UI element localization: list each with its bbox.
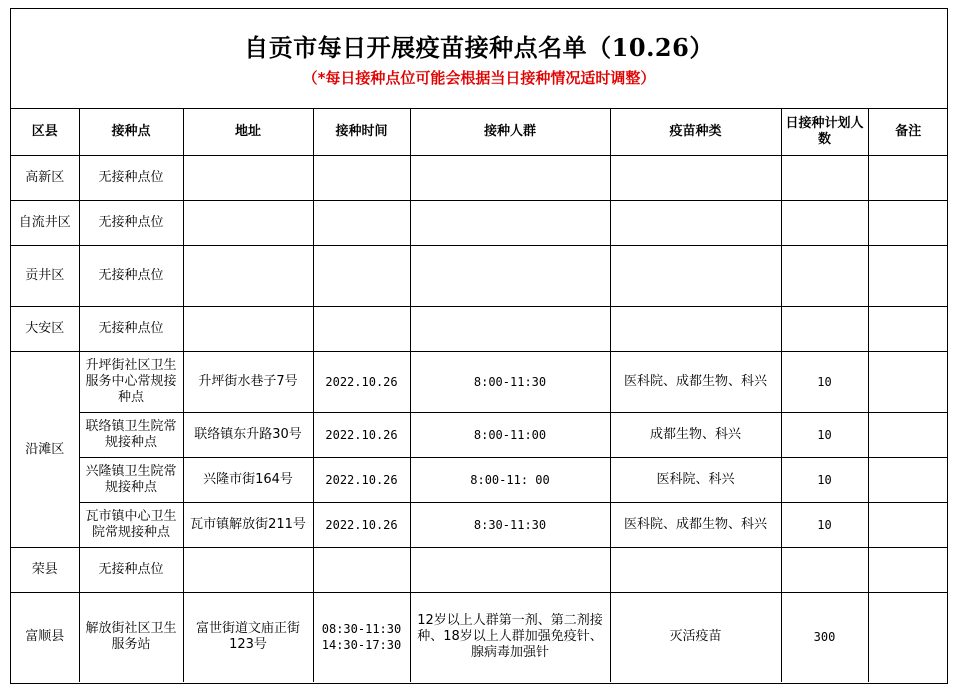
empty-cell — [313, 307, 410, 352]
empty-cell — [610, 201, 781, 246]
empty-cell — [410, 156, 610, 201]
planned-cell: 10 — [781, 352, 868, 413]
remark-cell — [868, 593, 948, 682]
remark-cell — [868, 503, 948, 548]
site-cell: 兴隆镇卫生院常规接种点 — [79, 458, 183, 503]
table-row — [11, 307, 948, 352]
site-cell: 无接种点位 — [79, 246, 183, 307]
address-cell: 联络镇东升路30号 — [183, 413, 313, 458]
vaccine-cell: 医科院、科兴 — [610, 458, 781, 503]
empty-cell — [410, 201, 610, 246]
page-title: 自贡市每日开展疫苗接种点名单（10.26） — [244, 33, 714, 62]
address-cell: 升坪街水巷子7号 — [183, 352, 313, 413]
table-row — [11, 352, 948, 413]
empty-cell — [183, 307, 313, 352]
empty-cell — [781, 201, 868, 246]
empty-cell — [610, 156, 781, 201]
population-cell: 8:00-11:30 — [410, 352, 610, 413]
vaccination-table — [11, 109, 948, 682]
vaccine-cell: 医科院、成都生物、科兴 — [610, 503, 781, 548]
table-row — [11, 548, 948, 593]
empty-cell — [410, 548, 610, 593]
empty-cell — [410, 307, 610, 352]
header-row — [11, 109, 948, 156]
vaccination-sheet — [10, 8, 948, 684]
time-cell: 2022.10.26 — [313, 413, 410, 458]
table-row — [11, 413, 948, 458]
empty-cell — [781, 246, 868, 307]
time-cell: 2022.10.26 — [313, 458, 410, 503]
empty-cell — [868, 246, 948, 307]
empty-cell — [610, 548, 781, 593]
header-planned: 日接种计划人数 — [781, 109, 868, 156]
remark-cell — [868, 458, 948, 503]
time-cell: 08:30-11:30 14:30-17:30 — [313, 593, 410, 682]
header-address: 地址 — [183, 109, 313, 156]
empty-cell — [781, 307, 868, 352]
district-cell: 自流井区 — [11, 201, 79, 246]
site-cell: 无接种点位 — [79, 548, 183, 593]
district-cell: 大安区 — [11, 307, 79, 352]
vaccine-cell: 成都生物、科兴 — [610, 413, 781, 458]
empty-cell — [313, 246, 410, 307]
time-cell: 2022.10.26 — [313, 503, 410, 548]
site-cell: 无接种点位 — [79, 156, 183, 201]
district-cell: 荣县 — [11, 548, 79, 593]
table-row — [11, 503, 948, 548]
population-cell: 8:30-11:30 — [410, 503, 610, 548]
empty-cell — [868, 307, 948, 352]
empty-cell — [781, 156, 868, 201]
empty-cell — [610, 246, 781, 307]
empty-cell — [868, 548, 948, 593]
site-cell: 解放街社区卫生服务站 — [79, 593, 183, 682]
empty-cell — [183, 201, 313, 246]
district-cell: 沿滩区 — [11, 352, 79, 548]
table-row — [11, 458, 948, 503]
population-cell: 8:00-11:00 — [410, 413, 610, 458]
remark-cell — [868, 352, 948, 413]
vaccine-cell: 灭活疫苗 — [610, 593, 781, 682]
vaccine-cell: 医科院、成都生物、科兴 — [610, 352, 781, 413]
address-cell: 兴隆市街164号 — [183, 458, 313, 503]
table-row — [11, 156, 948, 201]
header-remark: 备注 — [868, 109, 948, 156]
time-cell: 2022.10.26 — [313, 352, 410, 413]
header-site: 接种点 — [79, 109, 183, 156]
header-district: 区县 — [11, 109, 79, 156]
address-cell: 瓦市镇解放街211号 — [183, 503, 313, 548]
header-vaccine: 疫苗种类 — [610, 109, 781, 156]
empty-cell — [183, 156, 313, 201]
site-cell: 无接种点位 — [79, 201, 183, 246]
empty-cell — [183, 548, 313, 593]
empty-cell — [410, 246, 610, 307]
population-cell: 8:00-11: 00 — [410, 458, 610, 503]
district-cell: 富顺县 — [11, 593, 79, 682]
table-row — [11, 593, 948, 682]
site-cell: 瓦市镇中心卫生院常规接种点 — [79, 503, 183, 548]
header-population: 接种人群 — [410, 109, 610, 156]
district-cell: 高新区 — [11, 156, 79, 201]
remark-cell — [868, 413, 948, 458]
district-cell: 贡井区 — [11, 246, 79, 307]
address-cell: 富世街道文庙正街123号 — [183, 593, 313, 682]
empty-cell — [183, 246, 313, 307]
table-row — [11, 246, 948, 307]
empty-cell — [313, 156, 410, 201]
site-cell: 无接种点位 — [79, 307, 183, 352]
empty-cell — [781, 548, 868, 593]
planned-cell: 300 — [781, 593, 868, 682]
site-cell: 升坪街社区卫生服务中心常规接种点 — [79, 352, 183, 413]
planned-cell: 10 — [781, 413, 868, 458]
table-row — [11, 201, 948, 246]
empty-cell — [610, 307, 781, 352]
empty-cell — [868, 156, 948, 201]
planned-cell: 10 — [781, 458, 868, 503]
empty-cell — [868, 201, 948, 246]
empty-cell — [313, 201, 410, 246]
page-subtitle: （*每日接种点位可能会根据当日接种情况适时调整） — [302, 69, 656, 87]
empty-cell — [313, 548, 410, 593]
population-cell: 12岁以上人群第一剂、第二剂接种、18岁以上人群加强免疫针、腺病毒加强针 — [410, 593, 610, 682]
site-cell: 联络镇卫生院常规接种点 — [79, 413, 183, 458]
planned-cell: 10 — [781, 503, 868, 548]
title-block — [11, 9, 947, 109]
header-time: 接种时间 — [313, 109, 410, 156]
